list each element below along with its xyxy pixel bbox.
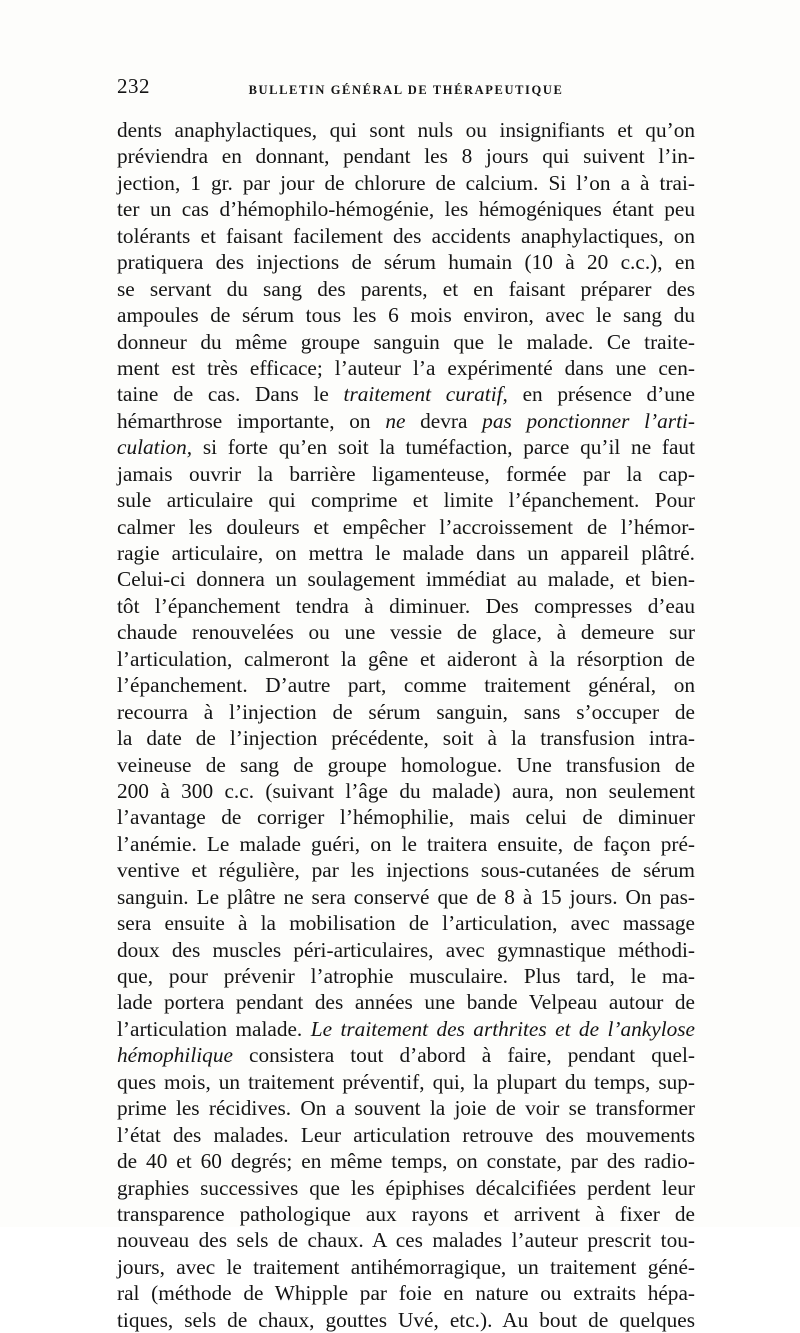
- text-segment: chaude renouvelées ou une vessie de glace, à demeure sur: [117, 620, 695, 645]
- text-line: [117, 170, 695, 196]
- text-line: [117, 408, 695, 434]
- text-segment: hémarthrose importante, on: [117, 408, 386, 433]
- text-segment: 200 à 300 c.c. (suivant l’âge du malade) aura, non seulement: [117, 778, 695, 803]
- text-segment: ment est très efficace; l’auteur l’a expérimenté dans une cen-: [117, 355, 695, 380]
- page-header: [117, 74, 695, 104]
- text-line: [117, 593, 695, 619]
- text-segment: ter un cas d’hémophilo-hémogénie, les hémogéniques étant peu: [117, 197, 695, 222]
- text-segment: la date de l’injection précédente, soit à la transfusion intra-: [117, 726, 695, 751]
- text-segment: jamais ouvrir la barrière ligamenteuse, formée par la cap-: [117, 461, 695, 486]
- text-line: [117, 989, 695, 1015]
- text-segment: sera ensuite à la mobilisation de l’articulation, avec massage: [117, 911, 695, 936]
- text-line: [117, 196, 695, 222]
- text-segment: lade portera pendant des années une bande Velpeau autour de: [117, 990, 695, 1015]
- text-segment: taine de cas. Dans le: [117, 382, 344, 407]
- text-segment: préviendra en donnant, pendant les 8 jours qui suivent l’in-: [117, 144, 695, 169]
- text-segment: se servant du sang des parents, et en faisant préparer des: [117, 276, 695, 301]
- text-line: [117, 514, 695, 540]
- text-line: [117, 910, 695, 936]
- text-line: [117, 752, 695, 778]
- text-line: [117, 487, 695, 513]
- text-segment: dents anaphylactiques, qui sont nuls ou insignifiants et qu’on: [117, 118, 695, 142]
- text-segment: l’avantage de corriger l’hémophilie, mais celui de diminuer: [117, 805, 695, 830]
- text-segment: tolérants et faisant facilement des accidents anaphylactiques, on: [117, 223, 695, 248]
- text-segment: pratiquera des injections de sérum humain (10 à 20 c.c.), en: [117, 250, 695, 275]
- text-segment: devra: [405, 408, 483, 433]
- text-segment: ques mois, un traitement préventif, qui, la plupart du temps, sup-: [117, 1069, 695, 1094]
- text-line: [117, 831, 695, 857]
- text-segment: veineuse de sang de groupe homologue. Une transfusion de: [117, 752, 695, 777]
- text-segment: doux des muscles péri-articulaires, avec gymnastique méthodi-: [117, 937, 695, 962]
- text-line: [117, 1254, 695, 1280]
- text-segment: de 40 et 60 degrés; en même temps, on constate, par des radio-: [117, 1149, 695, 1174]
- text-line: [117, 1227, 695, 1253]
- italic-text-segment: hémophilique: [117, 1043, 233, 1068]
- text-segment: l’anémie. Le malade guéri, on le traitera ensuite, de façon pré-: [117, 831, 695, 856]
- text-line: [117, 778, 695, 804]
- text-segment: transparence pathologique aux rayons et arrivent à fixer de: [117, 1201, 695, 1226]
- text-segment: l’état des malades. Leur articulation retrouve des mouvements: [117, 1122, 695, 1147]
- body-text: [117, 117, 695, 1333]
- text-line: [117, 355, 695, 381]
- text-line: [117, 276, 695, 302]
- text-line: [117, 1122, 695, 1148]
- text-line: [117, 1069, 695, 1095]
- text-segment: ragie articulaire, on mettra le malade dans un appareil plâtré.: [117, 541, 695, 565]
- italic-text-segment: traitement curatif,: [343, 382, 508, 407]
- text-line: [117, 1095, 695, 1121]
- running-title: BULLETIN GÉNÉRAL DE THÉRAPEUTIQUE: [248, 83, 564, 97]
- text-segment: sanguin. Le plâtre ne sera conservé que de 8 à 15 jours. On pas-: [117, 884, 695, 909]
- text-segment: sule articulaire qui comprime et limite l’épanchement. Pour: [117, 488, 695, 513]
- text-segment: l’articulation, calmeront la gêne et aideront à la résorption de: [117, 646, 695, 671]
- text-segment: que, pour prévenir l’atrophie musculaire. Plus tard, le ma-: [117, 964, 695, 988]
- text-line: [117, 329, 695, 355]
- text-line: [117, 804, 695, 830]
- text-segment: l’épanchement. D’autre part, comme traitement général, on: [117, 673, 695, 698]
- text-segment: ampoules de sérum tous les 6 mois environ, avec le sang du: [117, 303, 695, 328]
- italic-text-segment: ne: [385, 408, 406, 433]
- text-line: [117, 461, 695, 487]
- text-line: [117, 566, 695, 592]
- text-line: [117, 540, 695, 566]
- text-segment: prime les récidives. On a souvent la joie de voir se transformer: [117, 1096, 695, 1121]
- text-segment: jours, avec le traitement antihémorragique, un traitement géné-: [117, 1254, 695, 1279]
- text-line: [117, 381, 695, 407]
- text-segment: si forte qu’en soit la tuméfaction, parce qu’il ne faut: [192, 435, 695, 460]
- text-line: [117, 1148, 695, 1174]
- text-line: [117, 1280, 695, 1306]
- text-segment: tôt l’épanchement tendra à diminuer. Des compresses d’eau: [117, 593, 695, 618]
- text-segment: tiques, sels de chaux, gouttes Uvé, etc.). Au bout de quelques: [117, 1307, 695, 1332]
- italic-text-segment: pas ponctionner l’arti-: [482, 408, 695, 433]
- text-line: [117, 725, 695, 751]
- text-line: [117, 143, 695, 169]
- text-segment: en présence d’une: [507, 382, 696, 407]
- text-line: [117, 1016, 695, 1042]
- italic-text-segment: culation,: [117, 435, 193, 460]
- text-line: [117, 937, 695, 963]
- text-segment: Celui-ci donnera un soulagement immédiat au malade, et bien-: [117, 567, 695, 592]
- text-line: [117, 1201, 695, 1227]
- text-line: [117, 223, 695, 249]
- text-line: [117, 857, 695, 883]
- italic-text-segment: Le traitement des arthrites et de l’ankylose: [310, 1016, 696, 1041]
- text-line: [117, 302, 695, 328]
- text-line: [117, 672, 695, 698]
- text-segment: recourra à l’injection de sérum sanguin, sans s’occuper de: [117, 699, 695, 724]
- text-segment: ral (méthode de Whipple par foie en nature ou extraits hépa-: [117, 1281, 695, 1306]
- text-line: [117, 619, 695, 645]
- text-segment: consistera tout d’abord à faire, pendant quel-: [232, 1043, 695, 1068]
- text-line: [117, 646, 695, 672]
- text-segment: calmer les douleurs et empêcher l’accroissement de l’hémor-: [117, 514, 695, 539]
- text-line: [117, 117, 695, 143]
- text-line: [117, 884, 695, 910]
- text-line: [117, 249, 695, 275]
- text-segment: donneur du même groupe sanguin que le malade. Ce traite-: [117, 329, 695, 354]
- text-line: [117, 1175, 695, 1201]
- text-segment: l’articulation malade.: [117, 1016, 311, 1041]
- text-line: [117, 434, 695, 460]
- text-segment: jection, 1 gr. par jour de chlorure de calcium. Si l’on a à trai-: [117, 170, 695, 195]
- text-segment: nouveau des sels de chaux. A ces malades l’auteur prescrit tou-: [117, 1228, 695, 1253]
- text-line: [117, 1307, 695, 1333]
- text-segment: ventive et régulière, par les injections sous-cutanées de sérum: [117, 858, 695, 883]
- text-segment: graphies successives que les épiphises décalcifiées perdent leur: [117, 1175, 695, 1200]
- page-number: 232: [117, 74, 150, 98]
- text-line: [117, 699, 695, 725]
- text-line: [117, 1042, 695, 1068]
- text-line: [117, 963, 695, 989]
